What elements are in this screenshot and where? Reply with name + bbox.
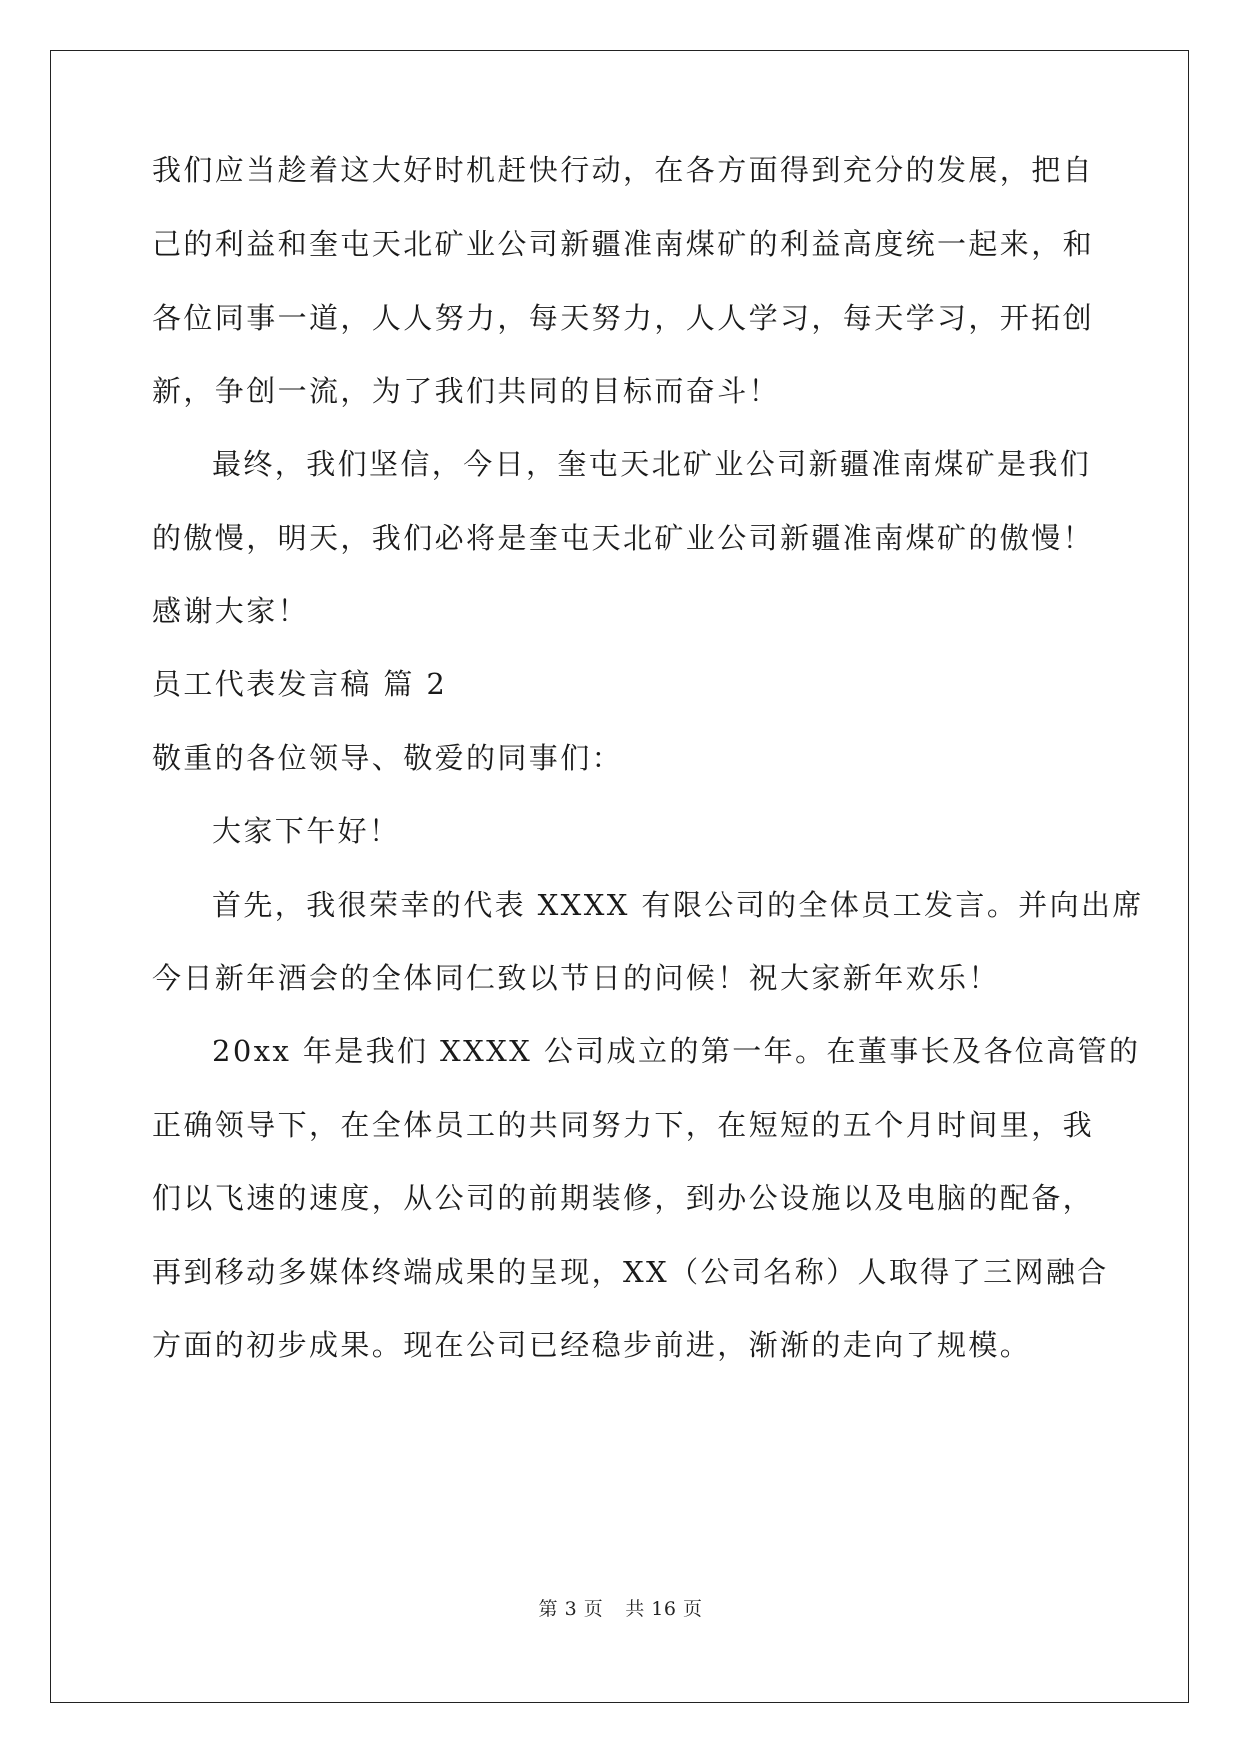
body-line-15: 们以飞速的速度，从公司的前期装修，到办公设施以及电脑的配备， — [152, 1181, 1095, 1215]
body-line-4: 新，争创一流，为了我们共同的目标而奋斗！ — [152, 374, 781, 408]
body-line-6: 的傲慢，明天，我们必将是奎屯天北矿业公司新疆准南煤矿的傲慢！ — [152, 521, 1095, 555]
page-footer — [0, 1596, 1241, 1622]
page-number-current: 第 3 页 — [538, 1598, 604, 1620]
body-line-3: 各位同事一道，人人努力，每天努力，人人学习，每天学习，开拓创 — [152, 301, 1095, 335]
section-heading: 员工代表发言稿 篇 2 — [152, 667, 448, 701]
body-line-12: 今日新年酒会的全体同仁致以节日的问候！祝大家新年欢乐！ — [152, 961, 1000, 995]
body-line-17: 方面的初步成果。现在公司已经稳步前进，渐渐的走向了规模。 — [152, 1328, 1032, 1362]
body-line-14: 正确领导下，在全体员工的共同努力下，在短短的五个月时间里，我 — [152, 1108, 1095, 1142]
salutation: 敬重的各位领导、敬爱的同事们： — [152, 741, 624, 775]
body-line-11: 首先，我很荣幸的代表 XXXX 有限公司的全体员工发言。并向出席 — [212, 888, 1144, 922]
page-number-total: 共 16 页 — [625, 1598, 703, 1620]
body-line-2: 己的利益和奎屯天北矿业公司新疆准南煤矿的利益高度统一起来，和 — [152, 227, 1095, 261]
body-line-7: 感谢大家！ — [152, 594, 310, 628]
body-line-16: 再到移动多媒体终端成果的呈现，XX（公司名称）人取得了三网融合 — [152, 1255, 1109, 1289]
body-line-1: 我们应当趁着这大好时机赶快行动，在各方面得到充分的发展，把自 — [152, 153, 1095, 187]
greeting: 大家下午好！ — [212, 814, 401, 848]
body-line-5: 最终，我们坚信，今日，奎屯天北矿业公司新疆准南煤矿是我们 — [212, 447, 1092, 481]
body-line-13: 20xx 年是我们 XXXX 公司成立的第一年。在董事长及各位高管的 — [212, 1034, 1141, 1068]
